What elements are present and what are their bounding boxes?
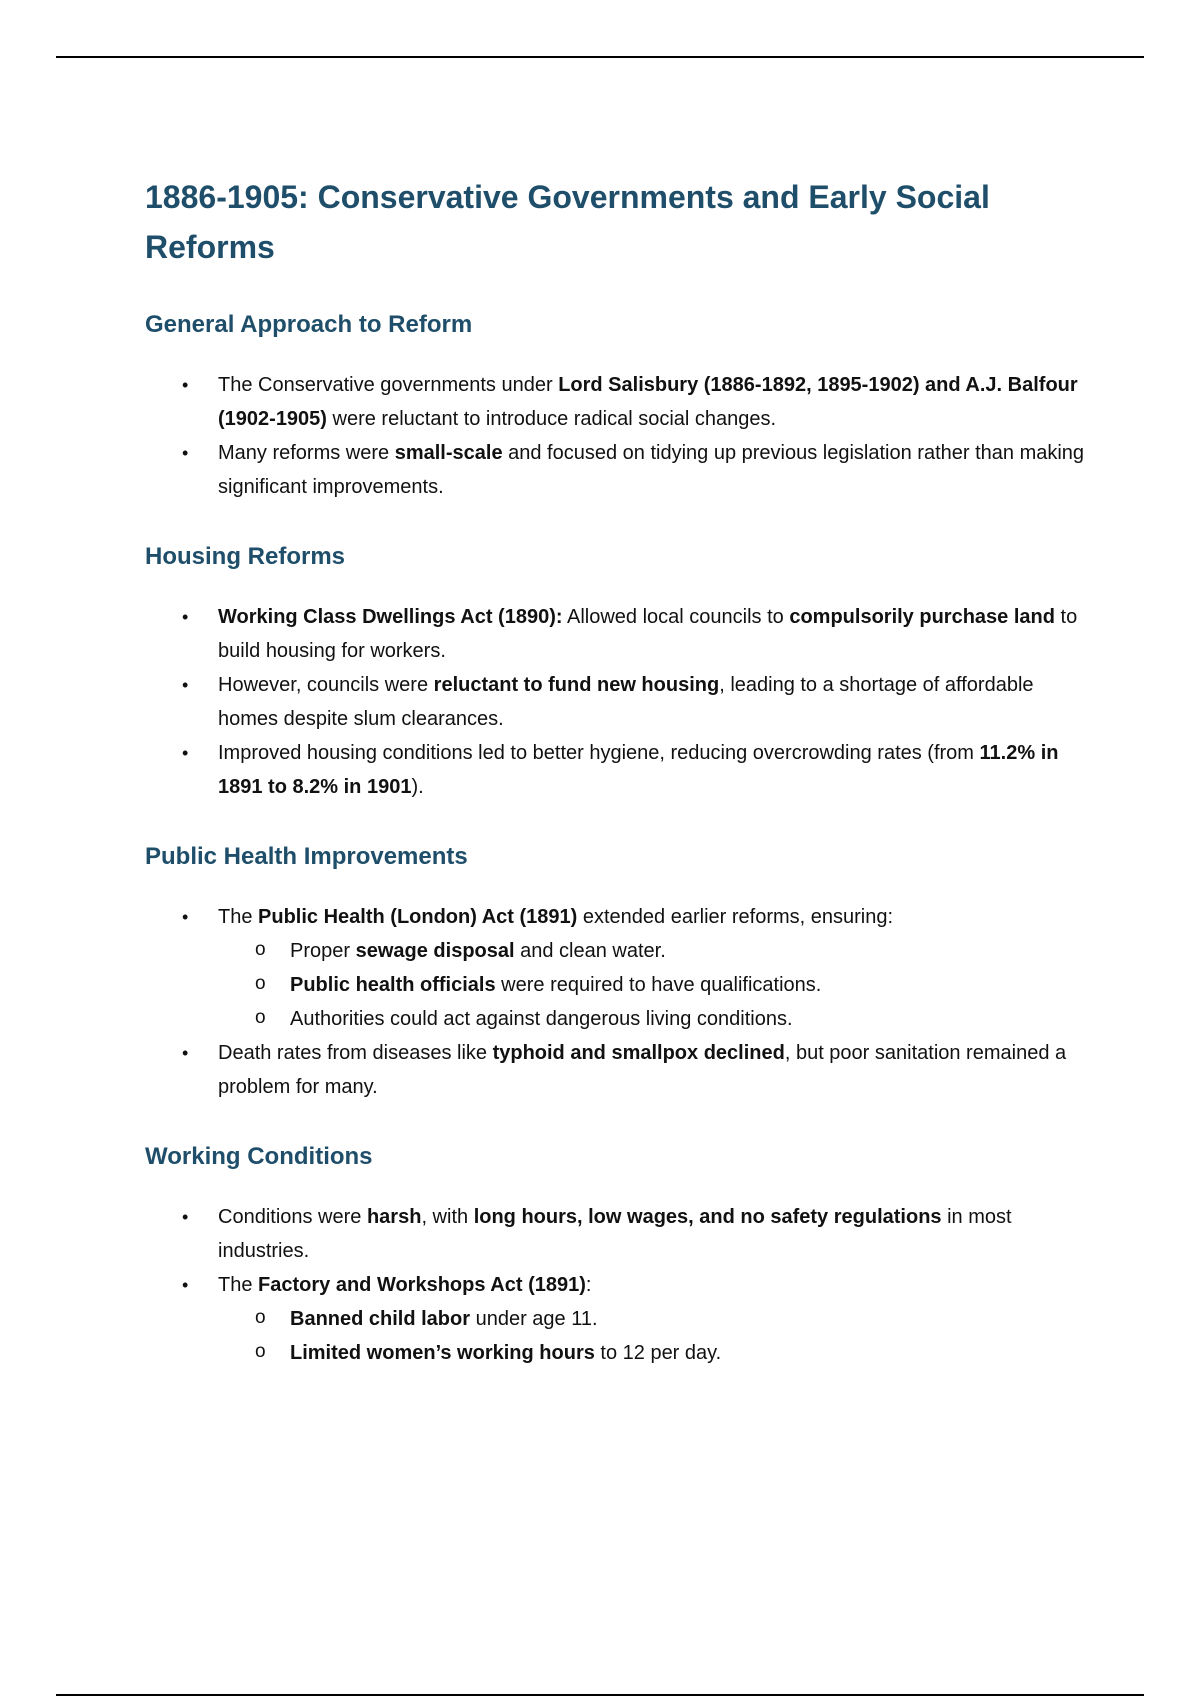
item-bold: Public Health (London) Act (1891): [258, 906, 578, 928]
top-rule: [56, 56, 1144, 58]
item-text: Improved housing conditions led to better hygiene, reducing overcrowding rates (from: [218, 742, 980, 764]
general-list: [145, 368, 1085, 504]
item-text: , but poor sanitation remained a problem for many.: [218, 1042, 1067, 1098]
item-bold: Factory and Workshops Act (1891): [258, 1274, 586, 1296]
sub-bullet-marker: o: [255, 939, 266, 960]
item-bold: small-scale: [394, 442, 503, 464]
sub-list-item: [145, 1302, 1085, 1336]
item-text: to build housing for workers.: [218, 606, 1078, 662]
list-item: [145, 736, 1085, 804]
health-list: [145, 900, 1085, 1104]
item-text: , leading to a shortage of affordable homes despite slum clearances.: [218, 674, 1034, 730]
item-bold: reluctant to fund new housing: [433, 674, 720, 696]
item-bold: Public health officials: [290, 974, 496, 996]
item-text: The: [218, 906, 259, 928]
item-bold: Working Class Dwellings Act (1890):: [218, 606, 563, 628]
sub-list-item: [145, 934, 1085, 968]
item-text: Conditions were: [218, 1206, 367, 1228]
working-list: [145, 1200, 1085, 1370]
item-text: and focused on tidying up previous legislation rather than making significant improvements.: [218, 442, 1085, 498]
list-item: [145, 368, 1085, 436]
sub-bullet-marker: o: [255, 1307, 266, 1328]
item-bold: Banned child labor: [290, 1308, 471, 1330]
item-text: and clean water.: [514, 940, 666, 962]
item-text: to 12 per day.: [594, 1342, 722, 1364]
section-heading-health: Public Health Improvements: [145, 843, 468, 870]
item-text: were required to have qualifications.: [495, 974, 822, 996]
item-text: under age 11.: [470, 1308, 598, 1330]
item-bold: compulsorily purchase land: [789, 606, 1055, 628]
section-heading-working: Working Conditions: [145, 1143, 373, 1170]
list-item: [145, 668, 1085, 736]
section-heading-housing: Housing Reforms: [145, 543, 346, 570]
item-bold: harsh: [366, 1206, 422, 1228]
sub-bullet-marker: o: [255, 1341, 266, 1362]
item-bold: Lord Salisbury (1886-1892, 1895-1902) and A.J. Balfour (1902-1905): [218, 374, 1078, 430]
item-text: :: [585, 1274, 592, 1296]
bullet-marker: •: [182, 743, 189, 763]
item-text: The Conservative governments under: [218, 374, 559, 396]
list-item: [145, 900, 1085, 934]
document-body: [145, 172, 1085, 1370]
item-bold: long hours, low wages, and no safety regulations: [473, 1206, 942, 1228]
bullet-marker: •: [182, 1275, 189, 1295]
section-heading-general: General Approach to Reform: [145, 311, 473, 338]
item-text: Death rates from diseases like: [218, 1042, 493, 1064]
item-text: Authorities could act against dangerous living conditions.: [290, 1008, 793, 1030]
bullet-marker: •: [182, 443, 189, 463]
bullet-marker: •: [182, 1207, 189, 1227]
item-bold: 11.2% in 1891 to 8.2% in 1901: [218, 742, 1059, 798]
list-item: [145, 1036, 1085, 1104]
item-text: were reluctant to introduce radical social changes.: [326, 408, 777, 430]
list-item: [145, 436, 1085, 504]
item-bold: typhoid and smallpox declined: [492, 1042, 785, 1064]
bullet-marker: •: [182, 607, 189, 627]
bullet-marker: •: [182, 907, 189, 927]
sub-bullet-marker: o: [255, 973, 266, 994]
item-text: extended earlier reforms, ensuring:: [577, 906, 894, 928]
page-title: 1886-1905: Conservative Governments and Early Social Reforms: [145, 179, 990, 265]
item-text: Proper: [290, 940, 356, 962]
item-text: in most industries.: [218, 1206, 1012, 1262]
bullet-marker: •: [182, 1043, 189, 1063]
item-text: , with: [421, 1206, 474, 1228]
item-text: However, councils were: [218, 674, 434, 696]
item-text: Many reforms were: [218, 442, 395, 464]
item-bold: sewage disposal: [355, 940, 515, 962]
item-text: The: [218, 1274, 259, 1296]
bullet-marker: •: [182, 375, 189, 395]
item-text: Allowed local councils to: [562, 606, 790, 628]
list-item: [145, 600, 1085, 668]
list-item: [145, 1200, 1085, 1268]
bullet-marker: •: [182, 675, 189, 695]
item-bold: Limited women’s working hours: [290, 1342, 595, 1364]
item-text: ).: [411, 776, 424, 798]
sub-list-item: [145, 968, 1085, 1002]
housing-list: [145, 600, 1085, 804]
list-item: [145, 1268, 1085, 1302]
bottom-rule: [56, 1694, 1144, 1696]
sub-list-item: [145, 1002, 1085, 1036]
sub-bullet-marker: o: [255, 1007, 266, 1028]
sub-list-item: [145, 1336, 1085, 1370]
